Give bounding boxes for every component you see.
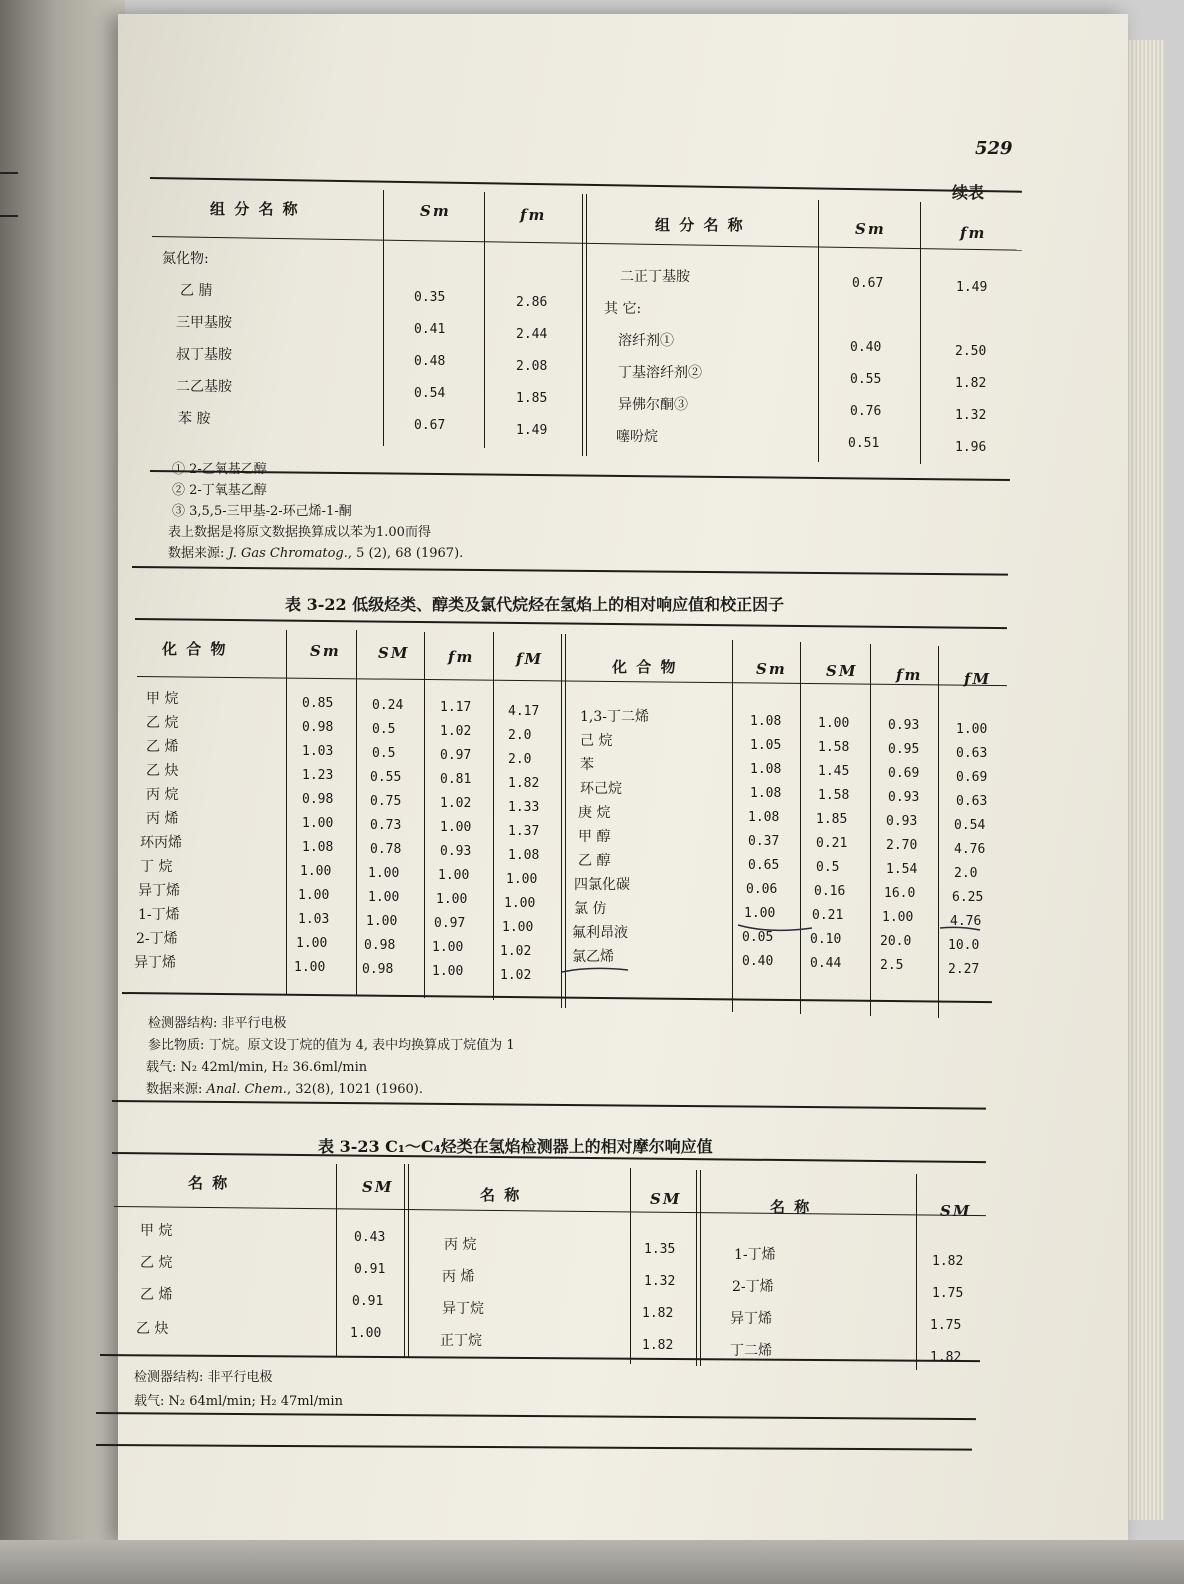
fm-value: 2.08: [516, 359, 548, 374]
source-line: [146, 1078, 423, 1097]
sM-value: 1.00: [366, 914, 398, 929]
sm-value: 1.08: [748, 810, 780, 825]
fm-value: 2.70: [886, 838, 918, 853]
sM-value: 1.75: [932, 1286, 964, 1301]
sm-value: 1.23: [302, 768, 334, 783]
fm-value: 2.44: [516, 327, 548, 342]
sM-value: 0.21: [812, 908, 844, 923]
fm-value: 0.95: [888, 742, 920, 757]
fm-value: 1.00: [438, 868, 470, 883]
compound-name: 甲 烷: [146, 691, 179, 707]
fm-value: 1.17: [440, 700, 472, 715]
fM-value: 1.00: [956, 722, 988, 737]
header-fm: fm: [896, 666, 923, 684]
sm-value: 0.40: [850, 340, 882, 355]
sm-value: 0.65: [748, 858, 780, 873]
header-fM: fM: [516, 650, 544, 668]
header-sm: Sm: [855, 220, 886, 238]
fM-value: 4.76: [954, 842, 986, 857]
sm-value: 0.67: [852, 276, 884, 291]
fm-value: 1.02: [440, 796, 472, 811]
compound-name: 乙 炔: [136, 1321, 169, 1337]
header-sM: SM: [362, 1178, 394, 1196]
sm-value: 1.00: [744, 906, 776, 921]
compound-name: 2-丁烯: [136, 931, 178, 947]
fM-value: 1.02: [500, 944, 532, 959]
fm-value: 0.93: [440, 844, 472, 859]
compound-name: 丙 烷: [146, 787, 179, 803]
sM-value: 0.91: [352, 1294, 384, 1309]
fM-value: 4.76: [950, 914, 982, 929]
fm-value: 1.00: [436, 892, 468, 907]
compound-name: 正丁烷: [440, 1333, 482, 1349]
sM-value: 1.58: [818, 788, 850, 803]
compound-name: 2-丁烯: [732, 1279, 774, 1295]
fm-value: 0.97: [440, 748, 472, 763]
compound-name: 氯乙烯: [572, 949, 614, 965]
header-sM: SM: [650, 1190, 682, 1208]
sM-value: 1.85: [816, 812, 848, 827]
footnote: ② 2-丁氧基乙醇: [172, 483, 267, 498]
header-name: 化 合 物: [612, 658, 678, 676]
column-rule: [404, 1164, 405, 1358]
sm-value: 0.51: [848, 436, 880, 451]
footnote: ① 2-乙氧基乙醇: [172, 462, 267, 477]
sM-value: 0.16: [814, 884, 846, 899]
compound-name: 异丁烷: [442, 1301, 484, 1317]
sM-value: 1.75: [930, 1318, 962, 1333]
footnote: 表上数据是将原文数据换算成以苯为1.00而得: [168, 525, 431, 540]
header-name: 名 称: [480, 1186, 522, 1204]
fm-value: 1.96: [955, 440, 987, 455]
compound-name: 甲 烷: [140, 1223, 173, 1239]
sM-value: 1.82: [642, 1306, 674, 1321]
footnote: 参比物质: 丁烷。原文设丁烷的值为 4, 表中均换算成丁烷值为 1: [148, 1038, 515, 1053]
header-name: 化 合 物: [162, 640, 228, 658]
source-label: 数据来源:: [146, 1082, 203, 1097]
sm-value: 1.08: [750, 762, 782, 777]
header-sM: SM: [826, 662, 858, 680]
sM-value: 1.32: [644, 1274, 676, 1289]
compound-name: 二正丁基胺: [620, 269, 690, 285]
compound-name: 丙 烯: [442, 1269, 475, 1285]
sm-value: 0.76: [850, 404, 882, 419]
sM-value: 0.55: [370, 770, 402, 785]
footnote: 载气: N₂ 64ml/min; H₂ 47ml/min: [134, 1394, 343, 1409]
footnote: 载气: N₂ 42ml/min, H₂ 36.6ml/min: [146, 1060, 368, 1075]
sM-value: 0.98: [362, 962, 394, 977]
compound-name: 异佛尔酮③: [618, 397, 688, 413]
sM-value: 1.00: [818, 716, 850, 731]
fm-value: 0.97: [434, 916, 466, 931]
sm-value: 1.03: [302, 744, 334, 759]
fm-value: 1.00: [440, 820, 472, 835]
sm-value: 0.48: [414, 354, 446, 369]
fm-value: 16.0: [884, 886, 916, 901]
header-sM: SM: [940, 1202, 972, 1220]
compound-name: 三甲基胺: [176, 315, 232, 331]
pen-underline: [738, 925, 812, 930]
fm-value: 0.93: [888, 718, 920, 733]
sm-value: 0.41: [414, 322, 446, 337]
fM-value: 6.25: [952, 890, 984, 905]
compound-name: 丁 烷: [140, 859, 173, 875]
table-caption: 表 3-22 低级烃类、醇类及氯代烷烃在氢焰上的相对响应值和校正因子: [285, 595, 785, 614]
fM-value: 1.33: [508, 800, 540, 815]
fM-value: 2.0: [508, 752, 532, 767]
sM-value: 0.73: [370, 818, 402, 833]
header-fM: fM: [964, 670, 992, 688]
sm-value: 1.08: [750, 786, 782, 801]
fm-value: 1.82: [955, 376, 987, 391]
sm-value: 0.05: [742, 930, 774, 945]
sM-value: 0.44: [810, 956, 842, 971]
footnote: ③ 3,5,5-三甲基-2-环己烯-1-酮: [172, 504, 352, 519]
sM-value: 1.82: [930, 1350, 962, 1365]
fM-value: 1.82: [508, 776, 540, 791]
fM-value: 10.0: [948, 938, 980, 953]
compound-name: 环己烷: [580, 781, 622, 797]
page-number: 529: [975, 138, 1013, 159]
group-label: 其 它:: [604, 301, 642, 317]
sm-value: 0.55: [850, 372, 882, 387]
sm-value: 0.35: [414, 290, 446, 305]
sm-value: 1.08: [302, 840, 334, 855]
compound-name: 乙 醇: [578, 853, 611, 869]
fm-value: 2.5: [880, 958, 904, 973]
compound-name: 甲 醇: [578, 829, 611, 845]
column-rule: [408, 1164, 409, 1358]
source-ref: , 5 (2), 68 (1967).: [347, 546, 464, 561]
sM-value: 1.82: [932, 1254, 964, 1269]
group-label: 氮化物:: [162, 251, 209, 267]
header-sM: SM: [378, 644, 410, 662]
compound-name: 乙 烷: [140, 1255, 173, 1271]
sM-value: 1.00: [350, 1326, 382, 1341]
header-sm: Sm: [756, 660, 787, 678]
compound-name: 丁基溶纤剂②: [618, 365, 702, 381]
column-rule: [630, 1168, 631, 1364]
continued-label: 续表: [952, 183, 985, 202]
fM-value: 0.69: [956, 770, 988, 785]
sm-value: 1.05: [750, 738, 782, 753]
sm-value: 1.00: [300, 864, 332, 879]
footnote: 检测器结构: 非平行电极: [134, 1370, 273, 1385]
fm-value: 1.85: [516, 391, 548, 406]
fM-value: 1.08: [508, 848, 540, 863]
sm-value: 0.67: [414, 418, 446, 433]
source-label: 数据来源:: [168, 546, 225, 561]
sm-value: 1.03: [298, 912, 330, 927]
pen-underline: [940, 927, 980, 930]
header-sm: Sm: [310, 642, 341, 660]
sM-value: 0.78: [370, 842, 402, 857]
header-sm: Sm: [420, 202, 451, 220]
compound-name: 噻吩烷: [616, 429, 658, 445]
compound-name: 乙 腈: [180, 283, 213, 299]
column-rule: [916, 1174, 917, 1370]
sM-value: 0.24: [372, 698, 404, 713]
fM-value: 2.0: [954, 866, 978, 881]
compound-name: 异丁烯: [730, 1311, 772, 1327]
fM-value: 0.63: [956, 794, 988, 809]
fM-value: 0.63: [956, 746, 988, 761]
header-fm: fm: [960, 224, 987, 242]
sm-value: 0.37: [748, 834, 780, 849]
column-rule: [700, 1170, 701, 1366]
fM-value: 4.17: [508, 704, 540, 719]
pen-underline: [562, 968, 628, 972]
compound-name: 己 烷: [580, 733, 613, 749]
compound-name: 异丁烯: [134, 955, 176, 971]
fm-value: 1.54: [886, 862, 918, 877]
sM-value: 1.00: [368, 866, 400, 881]
sM-value: 0.5: [372, 722, 396, 737]
compound-name: 1,3-丁二烯: [580, 709, 649, 725]
sm-value: 0.98: [302, 792, 334, 807]
compound-name: 氟利昂液: [572, 925, 628, 941]
sm-value: 0.85: [302, 696, 334, 711]
compound-name: 氯 仿: [574, 901, 607, 917]
fM-value: 1.02: [500, 968, 532, 983]
footnote: 检测器结构: 非平行电极: [148, 1016, 287, 1031]
sM-value: 0.5: [816, 860, 840, 875]
fm-value: 1.49: [516, 423, 548, 438]
sm-value: 1.00: [294, 960, 326, 975]
compound-name: 乙 烯: [140, 1287, 173, 1303]
sm-value: 0.98: [302, 720, 334, 735]
fm-value: 1.02: [440, 724, 472, 739]
compound-name: 溶纤剂①: [618, 333, 674, 349]
sM-value: 0.75: [370, 794, 402, 809]
fM-value: 1.00: [504, 896, 536, 911]
sm-value: 1.00: [296, 936, 328, 951]
fM-value: 2.27: [948, 962, 980, 977]
compound-name: 1-丁烯: [734, 1247, 776, 1263]
compound-name: 乙 炔: [146, 763, 179, 779]
sM-value: 0.21: [816, 836, 848, 851]
header-name: 组 分 名 称: [210, 200, 300, 218]
compound-name: 四氯化碳: [574, 877, 630, 893]
fm-value: 1.00: [432, 964, 464, 979]
fm-value: 0.69: [888, 766, 920, 781]
compound-name: 1-丁烯: [138, 907, 180, 923]
fm-value: 1.49: [956, 280, 988, 295]
compound-name: 丙 烷: [444, 1237, 477, 1253]
sM-value: 1.82: [642, 1338, 674, 1353]
fM-value: 1.00: [502, 920, 534, 935]
sM-value: 1.45: [818, 764, 850, 779]
fm-value: 20.0: [880, 934, 912, 949]
sm-value: 0.06: [746, 882, 778, 897]
compound-name: 环丙烯: [140, 835, 182, 851]
compound-name: 乙 烷: [146, 715, 179, 731]
sM-value: 1.35: [644, 1242, 676, 1257]
fM-value: 0.54: [954, 818, 986, 833]
compound-name: 庚 烷: [578, 805, 611, 821]
column-rule: [696, 1170, 697, 1366]
sm-value: 1.00: [302, 816, 334, 831]
fm-value: 0.93: [888, 790, 920, 805]
fm-value: 0.81: [440, 772, 472, 787]
compound-name: 叔丁基胺: [176, 347, 232, 363]
fm-value: 2.86: [516, 295, 548, 310]
compound-name: 异丁烯: [138, 883, 180, 899]
sM-value: 0.43: [354, 1230, 386, 1245]
header-name: 名 称: [188, 1174, 230, 1192]
compound-name: 丙 烯: [146, 811, 179, 827]
compound-name: 苯 胺: [178, 411, 211, 427]
fm-value: 1.00: [432, 940, 464, 955]
compound-name: 丁二烯: [730, 1343, 772, 1359]
sM-value: 1.00: [368, 890, 400, 905]
sm-value: 1.08: [750, 714, 782, 729]
header-fm: fm: [520, 206, 547, 224]
sm-value: 1.00: [298, 888, 330, 903]
fm-value: 2.50: [955, 344, 987, 359]
compound-name: 乙 烯: [146, 739, 179, 755]
compound-name: 苯: [580, 757, 594, 773]
sM-value: 0.98: [364, 938, 396, 953]
table-caption: 表 3-23 C₁～C₄烃类在氢焰检测器上的相对摩尔响应值: [318, 1137, 713, 1156]
header-name: 组 分 名 称: [655, 216, 745, 234]
sm-value: 0.54: [414, 386, 446, 401]
column-rule: [336, 1164, 337, 1356]
fM-value: 1.37: [508, 824, 540, 839]
fm-value: 0.93: [886, 814, 918, 829]
fM-value: 2.0: [508, 728, 532, 743]
fM-value: 1.00: [506, 872, 538, 887]
source-journal: J. Gas Chromatog.: [228, 546, 348, 561]
sM-value: 1.58: [818, 740, 850, 755]
sM-value: 0.10: [810, 932, 842, 947]
sm-value: 0.40: [742, 954, 774, 969]
source-journal: Anal. Chem.: [206, 1082, 287, 1097]
sM-value: 0.91: [354, 1262, 386, 1277]
fm-value: 1.32: [955, 408, 987, 423]
header-name: 名 称: [770, 1198, 812, 1216]
compound-name: 二乙基胺: [176, 379, 232, 395]
sM-value: 0.5: [372, 746, 396, 761]
source-ref: , 32(8), 1021 (1960).: [286, 1082, 423, 1097]
header-fm: fm: [448, 648, 475, 666]
fm-value: 1.00: [882, 910, 914, 925]
